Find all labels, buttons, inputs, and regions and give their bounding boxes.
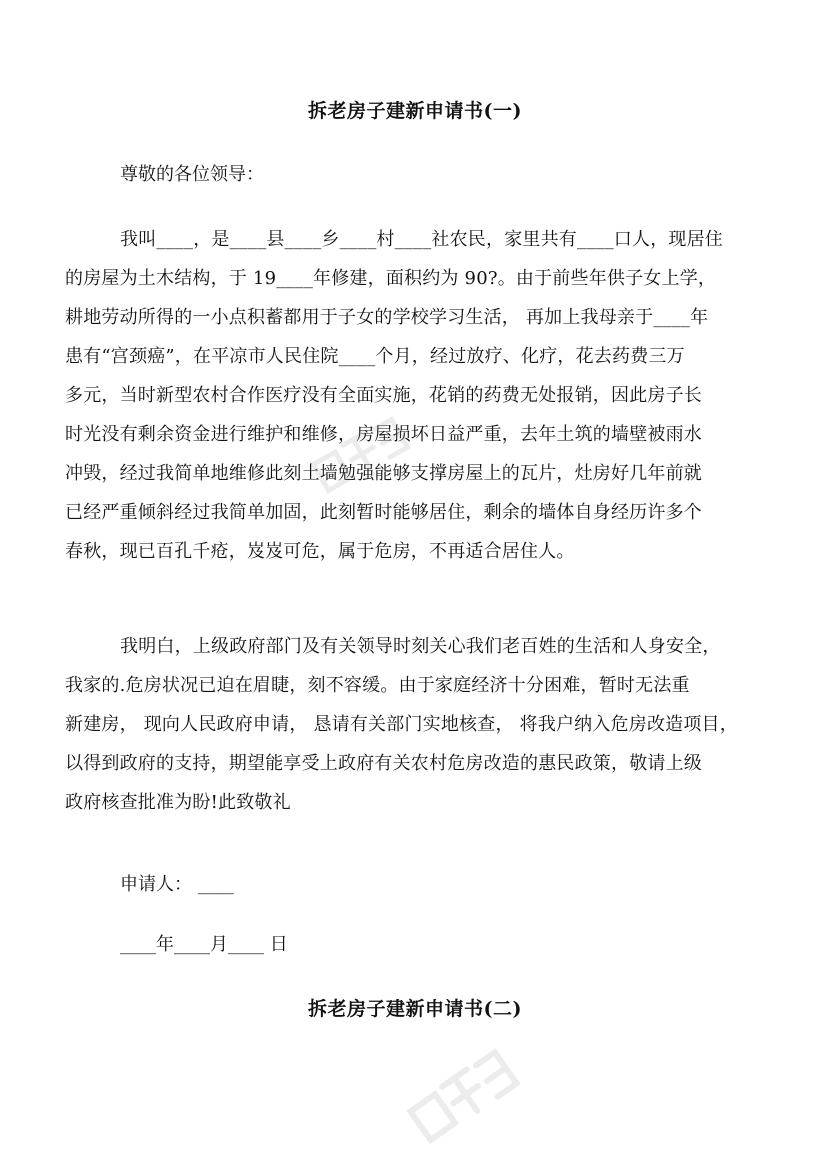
paragraph-line: 冲毁，经过我简单地维修此刻土墙勉强能够支撑房屋上的瓦片，灶房好几年前就: [65, 463, 702, 484]
paragraph-line: 耕地劳动所得的一小点积蓄都用于子女的学校学习生活， 再加上我母亲于____年: [65, 307, 709, 328]
paragraph-line: 春秋，现已百孔千疮，岌岌可危，属于危房，不再适合居住人。: [65, 541, 575, 562]
document-title-2: 拆老房子建新申请书(二): [308, 998, 522, 1020]
watermark-stamp-icon: [395, 1040, 525, 1150]
document-title-1: 拆老房子建新申请书(一): [308, 100, 522, 122]
salutation: 尊敬的各位领导：: [120, 164, 264, 185]
paragraph-line: 多元，当时新型农村合作医疗没有全面实施，花销的药费无处报销，因此房子长: [65, 385, 702, 406]
paragraph-line: 政府核查批准为盼!此致敬礼: [65, 792, 291, 813]
applicant-signature-line: 申请人： ____: [120, 874, 234, 895]
paragraph-line: 已经严重倾斜经过我简单加固，此刻暂时能够居住，剩余的墙体自身经历许多个: [65, 502, 702, 523]
paragraph-2: [65, 627, 770, 822]
paragraph-line: 新建房， 现向人民政府申请， 恳请有关部门实地核查， 将我户纳入危房改造项目，: [65, 714, 738, 735]
paragraph-line: 的房屋为土木结构，于 19____年修建，面积约为 90?。由于前些年供子女上学，: [65, 268, 717, 289]
paragraph-line: 以得到政府的支持，期望能享受上政府有关农村危房改造的惠民政策，敬请上级: [65, 753, 702, 774]
paragraph-line: 我叫____，是____县____乡____村____社农民，家里共有____口人，现居住: [120, 229, 723, 250]
paragraph-line: 我家的.危房状况已迫在眉睫，刻不容缓。由于家庭经济十分困难，暂时无法重: [65, 675, 690, 696]
date-line: ____年____月____ 日: [120, 934, 288, 955]
paragraph-line: 我明白，上级政府部门及有关领导时刻关心我们老百姓的生活和人身安全，: [120, 636, 721, 657]
paragraph-line: 时光没有剩余资金进行维护和维修，房屋损坏日益严重，去年土筑的墙壁被雨水: [65, 424, 702, 445]
paragraph-1: [65, 220, 770, 571]
paragraph-line: 患有“宫颈癌”，在平凉市人民住院____个月，经过放疗、化疗，花去药费三万: [65, 346, 685, 367]
